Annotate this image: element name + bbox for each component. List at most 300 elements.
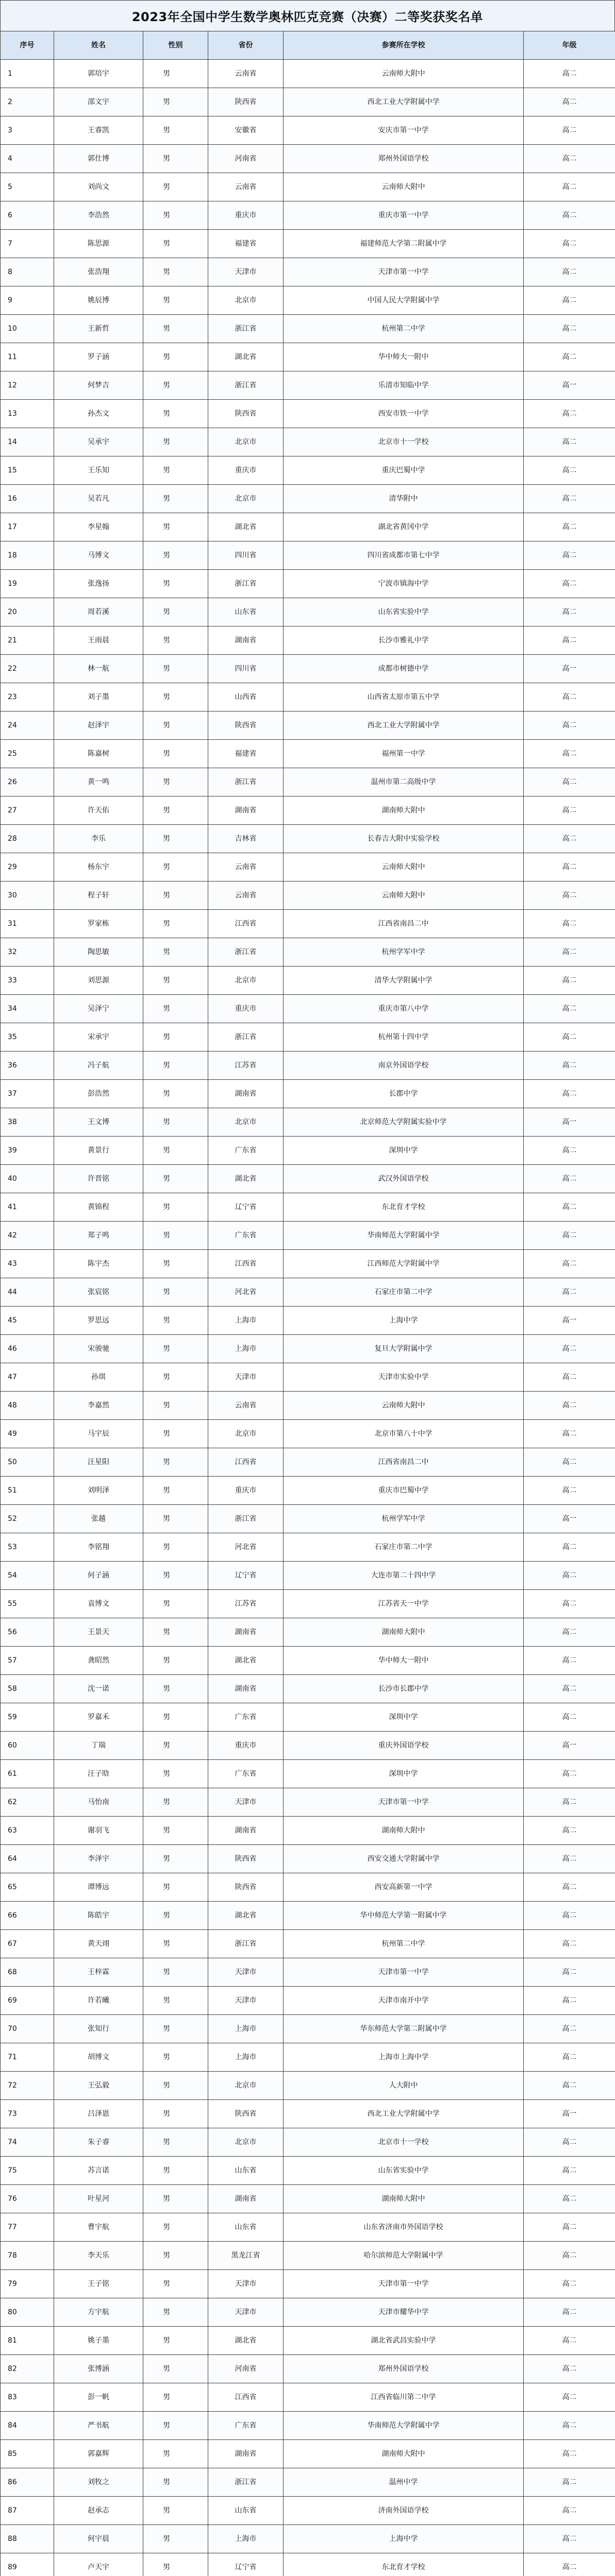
- row-index: 6: [1, 201, 54, 230]
- table-row: [1, 1193, 615, 1222]
- student-school: 江苏省天一中学: [284, 1590, 524, 1618]
- student-grade: 高一: [524, 1108, 615, 1137]
- student-gender: 男: [143, 371, 208, 400]
- student-grade: 高二: [524, 882, 615, 910]
- student-province: 湖南省: [208, 2440, 284, 2468]
- student-name: 黄一鸣: [54, 768, 143, 796]
- row-index: 29: [1, 853, 54, 882]
- student-province: 广东省: [208, 1137, 284, 1165]
- student-province: 湖北省: [208, 343, 284, 371]
- student-school: 安庆市第一中学: [284, 116, 524, 145]
- student-gender: 男: [143, 995, 208, 1023]
- student-name: 沈一诺: [54, 1675, 143, 1703]
- student-gender: 男: [143, 1703, 208, 1732]
- student-grade: 高二: [524, 2128, 615, 2157]
- table-row: [1, 2383, 615, 2412]
- row-index: 67: [1, 1930, 54, 1958]
- student-gender: 男: [143, 1193, 208, 1222]
- student-grade: 高二: [524, 2355, 615, 2383]
- row-index: 70: [1, 2015, 54, 2043]
- student-province: 浙江省: [208, 315, 284, 343]
- student-school: 东北育才学校: [284, 1193, 524, 1222]
- table-row: [1, 1080, 615, 1108]
- student-name: 彭一帆: [54, 2383, 143, 2412]
- student-province: 陕西省: [208, 1873, 284, 1902]
- student-gender: 男: [143, 513, 208, 541]
- table-row: [1, 2497, 615, 2525]
- row-index: 62: [1, 1788, 54, 1817]
- student-school: 云南师大附中: [284, 853, 524, 882]
- row-index: 24: [1, 711, 54, 740]
- student-grade: 高二: [524, 1562, 615, 1590]
- student-school: 华中师范大学第一附属中学: [284, 1902, 524, 1930]
- student-province: 山西省: [208, 683, 284, 711]
- student-grade: 高二: [524, 201, 615, 230]
- student-gender: 男: [143, 2213, 208, 2242]
- student-grade: 高一: [524, 1505, 615, 1533]
- table-row: [1, 2242, 615, 2270]
- table-row: [1, 513, 615, 541]
- row-index: 14: [1, 428, 54, 456]
- table-row: [1, 1675, 615, 1703]
- row-index: 1: [1, 60, 54, 88]
- student-school: 济南外国语学校: [284, 2497, 524, 2525]
- student-name: 吴若凡: [54, 485, 143, 513]
- student-name: 李泽宇: [54, 1845, 143, 1873]
- table-row: [1, 1902, 615, 1930]
- student-gender: 男: [143, 2242, 208, 2270]
- student-school: 宁波市镇海中学: [284, 570, 524, 598]
- row-index: 56: [1, 1618, 54, 1647]
- student-gender: 男: [143, 286, 208, 315]
- student-school: 成都市树德中学: [284, 655, 524, 683]
- student-school: 湖南师大附中: [284, 1618, 524, 1647]
- row-index: 30: [1, 882, 54, 910]
- student-school: 天津市耀华中学: [284, 2298, 524, 2327]
- student-gender: 男: [143, 1108, 208, 1137]
- student-school: 山东省济南市外国语学校: [284, 2213, 524, 2242]
- row-index: 36: [1, 1052, 54, 1080]
- student-name: 曹宇航: [54, 2213, 143, 2242]
- student-school: 杭州学军中学: [284, 1505, 524, 1533]
- row-index: 82: [1, 2355, 54, 2383]
- student-name: 王子铭: [54, 2270, 143, 2298]
- student-province: 陕西省: [208, 88, 284, 116]
- student-name: 陈宇杰: [54, 1250, 143, 1278]
- row-index: 78: [1, 2242, 54, 2270]
- table-row: [1, 201, 615, 230]
- table-row: [1, 1108, 615, 1137]
- student-gender: 男: [143, 1817, 208, 1845]
- award-table-body: [1, 60, 615, 2576]
- student-province: 天津市: [208, 1987, 284, 2015]
- student-school: 重庆巴蜀中学: [284, 456, 524, 485]
- student-province: 北京市: [208, 2072, 284, 2100]
- row-index: 88: [1, 2525, 54, 2553]
- student-province: 上海市: [208, 2015, 284, 2043]
- student-province: 河北省: [208, 1278, 284, 1307]
- student-gender: 男: [143, 88, 208, 116]
- student-grade: 高二: [524, 995, 615, 1023]
- student-province: 湖北省: [208, 1647, 284, 1675]
- row-index: 81: [1, 2327, 54, 2355]
- table-row: [1, 2553, 615, 2576]
- table-row: [1, 541, 615, 570]
- table-row: [1, 967, 615, 995]
- table-row: [1, 2440, 615, 2468]
- student-school: 山西省太原市第五中学: [284, 683, 524, 711]
- table-row: [1, 1335, 615, 1363]
- student-gender: 男: [143, 2185, 208, 2213]
- student-name: 赵承志: [54, 2497, 143, 2525]
- student-province: 重庆市: [208, 1477, 284, 1505]
- student-province: 湖南省: [208, 626, 284, 655]
- table-row: [1, 1732, 615, 1760]
- row-index: 76: [1, 2185, 54, 2213]
- row-index: 7: [1, 230, 54, 258]
- row-index: 40: [1, 1165, 54, 1193]
- student-name: 黄天翊: [54, 1930, 143, 1958]
- student-grade: 高二: [524, 2157, 615, 2185]
- table-row: [1, 1873, 615, 1902]
- student-gender: 男: [143, 2043, 208, 2072]
- student-province: 浙江省: [208, 938, 284, 967]
- row-index: 60: [1, 1732, 54, 1760]
- student-gender: 男: [143, 541, 208, 570]
- student-school: 天津市实验中学: [284, 1363, 524, 1392]
- row-index: 31: [1, 910, 54, 938]
- student-gender: 男: [143, 683, 208, 711]
- student-name: 王文博: [54, 1108, 143, 1137]
- student-grade: 高二: [524, 315, 615, 343]
- row-index: 35: [1, 1023, 54, 1052]
- student-school: 长郡中学: [284, 1080, 524, 1108]
- student-school: 西安交通大学附属中学: [284, 1845, 524, 1873]
- table-row: [1, 853, 615, 882]
- student-gender: 男: [143, 2298, 208, 2327]
- student-grade: 高一: [524, 1307, 615, 1335]
- student-school: 华南师范大学附属中学: [284, 2412, 524, 2440]
- student-name: 王景天: [54, 1618, 143, 1647]
- row-index: 87: [1, 2497, 54, 2525]
- table-row: [1, 1788, 615, 1817]
- student-school: 长沙市长郡中学: [284, 1675, 524, 1703]
- student-school: 湖北省武昌实验中学: [284, 2327, 524, 2355]
- student-school: 西安市铁一中学: [284, 400, 524, 428]
- table-row: [1, 428, 615, 456]
- student-grade: 高二: [524, 683, 615, 711]
- student-grade: 高二: [524, 60, 615, 88]
- student-gender: 男: [143, 400, 208, 428]
- student-grade: 高二: [524, 541, 615, 570]
- table-row: [1, 1505, 615, 1533]
- student-province: 湖北省: [208, 1165, 284, 1193]
- student-gender: 男: [143, 655, 208, 683]
- student-name: 周若溪: [54, 598, 143, 626]
- row-index: 8: [1, 258, 54, 286]
- student-grade: 高二: [524, 2015, 615, 2043]
- student-school: 上海中学: [284, 1307, 524, 1335]
- student-gender: 男: [143, 1052, 208, 1080]
- student-gender: 男: [143, 1647, 208, 1675]
- student-gender: 男: [143, 456, 208, 485]
- student-province: 河北省: [208, 1533, 284, 1562]
- student-school: 江西师范大学附属中学: [284, 1250, 524, 1278]
- student-province: 湖南省: [208, 2185, 284, 2213]
- student-gender: 男: [143, 1505, 208, 1533]
- row-index: 65: [1, 1873, 54, 1902]
- student-school: 重庆市第一中学: [284, 201, 524, 230]
- table-row: [1, 1845, 615, 1873]
- student-province: 四川省: [208, 655, 284, 683]
- row-index: 3: [1, 116, 54, 145]
- student-school: 人大附中: [284, 2072, 524, 2100]
- student-school: 深圳中学: [284, 1760, 524, 1788]
- student-grade: 高二: [524, 2298, 615, 2327]
- student-gender: 男: [143, 1533, 208, 1562]
- row-index: 42: [1, 1222, 54, 1250]
- student-school: 福州第一中学: [284, 740, 524, 768]
- student-gender: 男: [143, 1335, 208, 1363]
- student-school: 清华大学附属中学: [284, 967, 524, 995]
- row-index: 75: [1, 2157, 54, 2185]
- table-row: [1, 286, 615, 315]
- student-gender: 男: [143, 485, 208, 513]
- student-gender: 男: [143, 1732, 208, 1760]
- student-name: 李浩然: [54, 201, 143, 230]
- student-name: 宋骏驰: [54, 1335, 143, 1363]
- student-grade: 高一: [524, 371, 615, 400]
- student-province: 北京市: [208, 428, 284, 456]
- student-grade: 高二: [524, 456, 615, 485]
- student-school: 湖北省黄冈中学: [284, 513, 524, 541]
- table-row: [1, 910, 615, 938]
- row-index: 13: [1, 400, 54, 428]
- student-grade: 高二: [524, 853, 615, 882]
- student-school: 长春吉大附中实验学校: [284, 825, 524, 853]
- student-name: 彭浩然: [54, 1080, 143, 1108]
- student-grade: 高一: [524, 655, 615, 683]
- row-index: 79: [1, 2270, 54, 2298]
- student-province: 上海市: [208, 1335, 284, 1363]
- student-name: 许晋铭: [54, 1165, 143, 1193]
- student-gender: 男: [143, 1788, 208, 1817]
- student-school: 中国人民大学附属中学: [284, 286, 524, 315]
- student-grade: 高二: [524, 1420, 615, 1448]
- table-row: [1, 683, 615, 711]
- student-province: 陕西省: [208, 1845, 284, 1873]
- row-index: 53: [1, 1533, 54, 1562]
- student-gender: 男: [143, 796, 208, 825]
- student-grade: 高二: [524, 1363, 615, 1392]
- student-gender: 男: [143, 2440, 208, 2468]
- student-province: 重庆市: [208, 456, 284, 485]
- student-gender: 男: [143, 116, 208, 145]
- table-row: [1, 2213, 615, 2242]
- student-grade: 高二: [524, 145, 615, 173]
- student-name: 卢天宇: [54, 2553, 143, 2576]
- row-index: 61: [1, 1760, 54, 1788]
- table-row: [1, 116, 615, 145]
- student-name: 林一航: [54, 655, 143, 683]
- row-index: 51: [1, 1477, 54, 1505]
- student-grade: 高二: [524, 1080, 615, 1108]
- student-name: 何梦吉: [54, 371, 143, 400]
- student-grade: 高二: [524, 1930, 615, 1958]
- student-grade: 高二: [524, 1675, 615, 1703]
- table-row: [1, 1222, 615, 1250]
- student-province: 安徽省: [208, 116, 284, 145]
- student-province: 广东省: [208, 1222, 284, 1250]
- student-name: 陈思源: [54, 230, 143, 258]
- student-province: 江西省: [208, 1250, 284, 1278]
- student-grade: 高二: [524, 2213, 615, 2242]
- student-school: 西北工业大学附属中学: [284, 2100, 524, 2128]
- student-name: 胡博文: [54, 2043, 143, 2072]
- student-gender: 男: [143, 626, 208, 655]
- student-school: 江西省南昌二中: [284, 1448, 524, 1477]
- student-gender: 男: [143, 882, 208, 910]
- student-school: 湖南师大附中: [284, 2440, 524, 2468]
- student-school: 东北育才学校: [284, 2553, 524, 2576]
- student-grade: 高二: [524, 1392, 615, 1420]
- student-gender: 男: [143, 201, 208, 230]
- student-gender: 男: [143, 570, 208, 598]
- student-gender: 男: [143, 1477, 208, 1505]
- student-gender: 男: [143, 768, 208, 796]
- row-index: 72: [1, 2072, 54, 2100]
- student-gender: 男: [143, 1958, 208, 1987]
- student-school: 复旦大学附属中学: [284, 1335, 524, 1363]
- table-row: [1, 2468, 615, 2497]
- student-name: 吴承宇: [54, 428, 143, 456]
- student-province: 浙江省: [208, 570, 284, 598]
- student-grade: 高二: [524, 711, 615, 740]
- student-gender: 男: [143, 1307, 208, 1335]
- table-row: [1, 145, 615, 173]
- student-school: 重庆市巴蜀中学: [284, 1477, 524, 1505]
- student-gender: 男: [143, 2468, 208, 2497]
- student-gender: 男: [143, 1420, 208, 1448]
- student-grade: 高二: [524, 1590, 615, 1618]
- table-row: [1, 456, 615, 485]
- student-school: 西北工业大学附属中学: [284, 88, 524, 116]
- table-row: [1, 1420, 615, 1448]
- student-name: 郑子鸣: [54, 1222, 143, 1250]
- row-index: 4: [1, 145, 54, 173]
- student-gender: 男: [143, 2100, 208, 2128]
- student-name: 姚辰博: [54, 286, 143, 315]
- student-province: 湖南省: [208, 796, 284, 825]
- student-grade: 高二: [524, 2525, 615, 2553]
- student-province: 浙江省: [208, 371, 284, 400]
- column-header-grade: 年级: [524, 31, 615, 60]
- student-name: 李铭翔: [54, 1533, 143, 1562]
- student-gender: 男: [143, 1873, 208, 1902]
- student-grade: 高二: [524, 1222, 615, 1250]
- table-row: [1, 882, 615, 910]
- student-province: 重庆市: [208, 995, 284, 1023]
- student-name: 郭培宇: [54, 60, 143, 88]
- student-school: 上海中学: [284, 2525, 524, 2553]
- student-province: 广东省: [208, 1760, 284, 1788]
- student-province: 广东省: [208, 1703, 284, 1732]
- student-grade: 高二: [524, 1873, 615, 1902]
- student-name: 刘子墨: [54, 683, 143, 711]
- student-grade: 高二: [524, 1845, 615, 1873]
- student-gender: 男: [143, 910, 208, 938]
- student-school: 云南师大附中: [284, 60, 524, 88]
- student-grade: 高二: [524, 1335, 615, 1363]
- student-name: 何子涵: [54, 1562, 143, 1590]
- student-province: 辽宁省: [208, 1562, 284, 1590]
- student-name: 方宇航: [54, 2298, 143, 2327]
- student-name: 马怡南: [54, 1788, 143, 1817]
- student-school: 西北工业大学附属中学: [284, 711, 524, 740]
- student-province: 山东省: [208, 2157, 284, 2185]
- student-province: 浙江省: [208, 768, 284, 796]
- column-header-gender: 性别: [143, 31, 208, 60]
- student-name: 叶星河: [54, 2185, 143, 2213]
- column-header-index: 序号: [1, 31, 54, 60]
- row-index: 47: [1, 1363, 54, 1392]
- student-grade: 高二: [524, 967, 615, 995]
- student-school: 山东省实验中学: [284, 2157, 524, 2185]
- student-gender: 男: [143, 428, 208, 456]
- student-school: 石家庄市第二中学: [284, 1278, 524, 1307]
- row-index: 63: [1, 1817, 54, 1845]
- student-school: 重庆外国语学校: [284, 1732, 524, 1760]
- student-province: 黑龙江省: [208, 2242, 284, 2270]
- student-gender: 男: [143, 1845, 208, 1873]
- student-province: 江苏省: [208, 1590, 284, 1618]
- student-province: 江西省: [208, 2383, 284, 2412]
- student-gender: 男: [143, 1250, 208, 1278]
- student-province: 辽宁省: [208, 1193, 284, 1222]
- student-school: 北京市十一学校: [284, 428, 524, 456]
- row-index: 32: [1, 938, 54, 967]
- table-row: [1, 400, 615, 428]
- student-gender: 男: [143, 1080, 208, 1108]
- award-table: [0, 31, 615, 2576]
- student-gender: 男: [143, 230, 208, 258]
- student-name: 王睿凯: [54, 116, 143, 145]
- row-index: 15: [1, 456, 54, 485]
- student-province: 天津市: [208, 258, 284, 286]
- table-header-row: [1, 31, 615, 60]
- student-name: 王雨晨: [54, 626, 143, 655]
- student-province: 福建省: [208, 740, 284, 768]
- student-province: 山东省: [208, 598, 284, 626]
- student-name: 赵泽宇: [54, 711, 143, 740]
- student-name: 李星翰: [54, 513, 143, 541]
- student-grade: 高二: [524, 428, 615, 456]
- table-row: [1, 2298, 615, 2327]
- student-gender: 男: [143, 1618, 208, 1647]
- table-row: [1, 2270, 615, 2298]
- student-school: 北京师范大学附属实验中学: [284, 1108, 524, 1137]
- student-name: 袁博文: [54, 1590, 143, 1618]
- student-grade: 高二: [524, 1647, 615, 1675]
- student-school: 天津市南开中学: [284, 1987, 524, 2015]
- student-grade: 高二: [524, 2185, 615, 2213]
- student-gender: 男: [143, 1760, 208, 1788]
- student-gender: 男: [143, 1562, 208, 1590]
- student-gender: 男: [143, 711, 208, 740]
- student-grade: 高二: [524, 116, 615, 145]
- student-province: 湖北省: [208, 1902, 284, 1930]
- table-row: [1, 995, 615, 1023]
